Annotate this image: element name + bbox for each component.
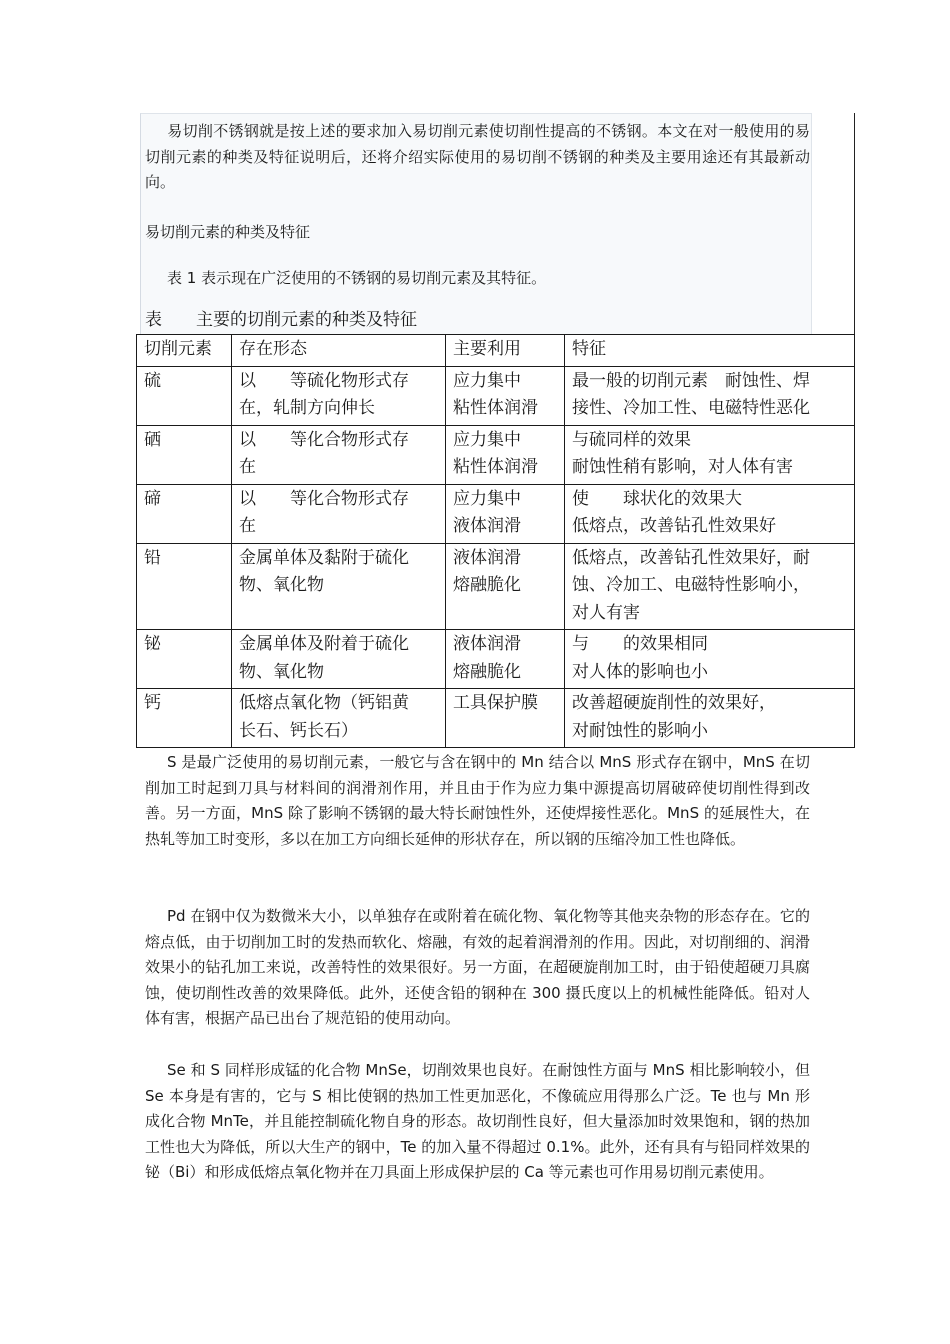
cell-element: 硫	[137, 366, 232, 425]
cell-feature: 改善超硬旋削性的效果好， 对耐蚀性的影响小	[565, 689, 855, 748]
cell-use: 应力集中 粘性体润滑	[446, 366, 565, 425]
section-heading: 易切削元素的种类及特征	[145, 223, 311, 241]
cell-feature: 与硫同样的效果 耐蚀性稍有影响，对人体有害	[565, 425, 855, 484]
cell-element: 铋	[137, 630, 232, 689]
cell-use: 工具保护膜	[446, 689, 565, 748]
table-caption-prefix: 表	[145, 310, 162, 330]
table-row	[137, 366, 855, 425]
cell-form: 以 等化合物形式存 在	[232, 425, 446, 484]
header-element: 切削元素	[137, 335, 232, 367]
paragraph-sulfur: S 是最广泛使用的易切削元素，一般它与含在钢中的 Mn 结合以 MnS 形式存在钢中，MnS 在切削加工时起到刀具与材料间的润滑剂作用，并且由于作为应力集中源提高切屑破碎使切削性得到改善。另一方面，MnS 除了影响不锈钢的最大特长耐蚀性外，还使焊接性恶化。MnS 的延展性大，在热轧等加工时变形，多以在加工方向细长延伸的形状存在，所以钢的压缩冷加工性也降低。	[145, 753, 810, 848]
header-feature: 特征	[565, 335, 855, 367]
paragraph-lead: Pd 在钢中仅为数微米大小，以单独存在或附着在硫化物、氧化物等其他夹杂物的形态存在。它的熔点低，由于切削加工时的发热而软化、熔融，有效的起着润滑剂的作用。因此，对切削细的、润滑效果小的钻孔加工来说，改善特性的效果很好。另一方面，在超硬旋削加工时，由于铅使超硬刀具腐蚀，使切削性改善的效果降低。此外，还使含铅的钢种在 300 摄氏度以上的机械性能降低。铅对人体有害，根据产品已出台了规范铅的使用动向。	[145, 907, 810, 1027]
table-header-row	[137, 335, 855, 367]
cell-form: 低熔点氧化物（钙铝黄 长石、钙长石）	[232, 689, 446, 748]
table-row	[137, 543, 855, 630]
table-row	[137, 630, 855, 689]
paragraph-selenium: Se 和 S 同样形成锰的化合物 MnSe，切削效果也良好。在耐蚀性方面与 MnS 相比影响较小，但 Se 本身是有害的，它与 S 相比使钢的热加工性更加恶化，不像硫应用得那么广泛。Te 也与 Mn 形成化合物 MnTe，并且能控制硫化物自身的形态。故切削性良好，但大量添加时效果饱和，钢的热加工性也大为降低，所以大生产的钢中，Te 的加入量不得超过 0.1%。此外，还有具有与铅同样效果的铋（Bi）和形成低熔点氧化物并在刀具面上形成保护层的 Ca 等元素也可作用易切削元素使用。	[145, 1061, 810, 1181]
table-caption-title: 主要的切削元素的种类及特征	[196, 310, 417, 330]
cell-form: 金属单体及附着于硫化 物、氧化物	[232, 630, 446, 689]
table-row	[137, 425, 855, 484]
cell-use: 应力集中 粘性体润滑	[446, 425, 565, 484]
intro-paragraph: 易切削不锈钢就是按上述的要求加入易切削元素使切削性提高的不锈钢。本文在对一般使用的易切削元素的种类及特征说明后，还将介绍实际使用的易切削不锈钢的种类及主要用途还有其最新动向。	[145, 122, 810, 191]
cell-form: 金属单体及黏附于硫化 物、氧化物	[232, 543, 446, 630]
cell-element: 铅	[137, 543, 232, 630]
table-row	[137, 484, 855, 543]
cell-use: 液体润滑 熔融脆化	[446, 543, 565, 630]
table-reference: 表 1 表示现在广泛使用的不锈钢的易切削元素及其特征。	[167, 269, 547, 287]
header-use: 主要利用	[446, 335, 565, 367]
table-caption	[145, 309, 417, 331]
cell-form: 以 等化合物形式存 在	[232, 484, 446, 543]
cell-feature: 与 的效果相同 对人体的影响也小	[565, 630, 855, 689]
cell-use: 应力集中 液体润滑	[446, 484, 565, 543]
cell-element: 碲	[137, 484, 232, 543]
cell-form: 以 等硫化物形式存 在，轧制方向伸长	[232, 366, 446, 425]
header-form: 存在形态	[232, 335, 446, 367]
elements-table	[136, 334, 855, 748]
cell-element: 钙	[137, 689, 232, 748]
cell-element: 硒	[137, 425, 232, 484]
cell-feature: 低熔点，改善钻孔性效果好，耐 蚀、冷加工、电磁特性影响小， 对人有害	[565, 543, 855, 630]
table-row	[137, 689, 855, 748]
cell-use: 液体润滑 熔融脆化	[446, 630, 565, 689]
cell-feature: 最一般的切削元素 耐蚀性、焊 接性、冷加工性、电磁特性恶化	[565, 366, 855, 425]
cell-feature: 使 球状化的效果大 低熔点，改善钻孔性效果好	[565, 484, 855, 543]
